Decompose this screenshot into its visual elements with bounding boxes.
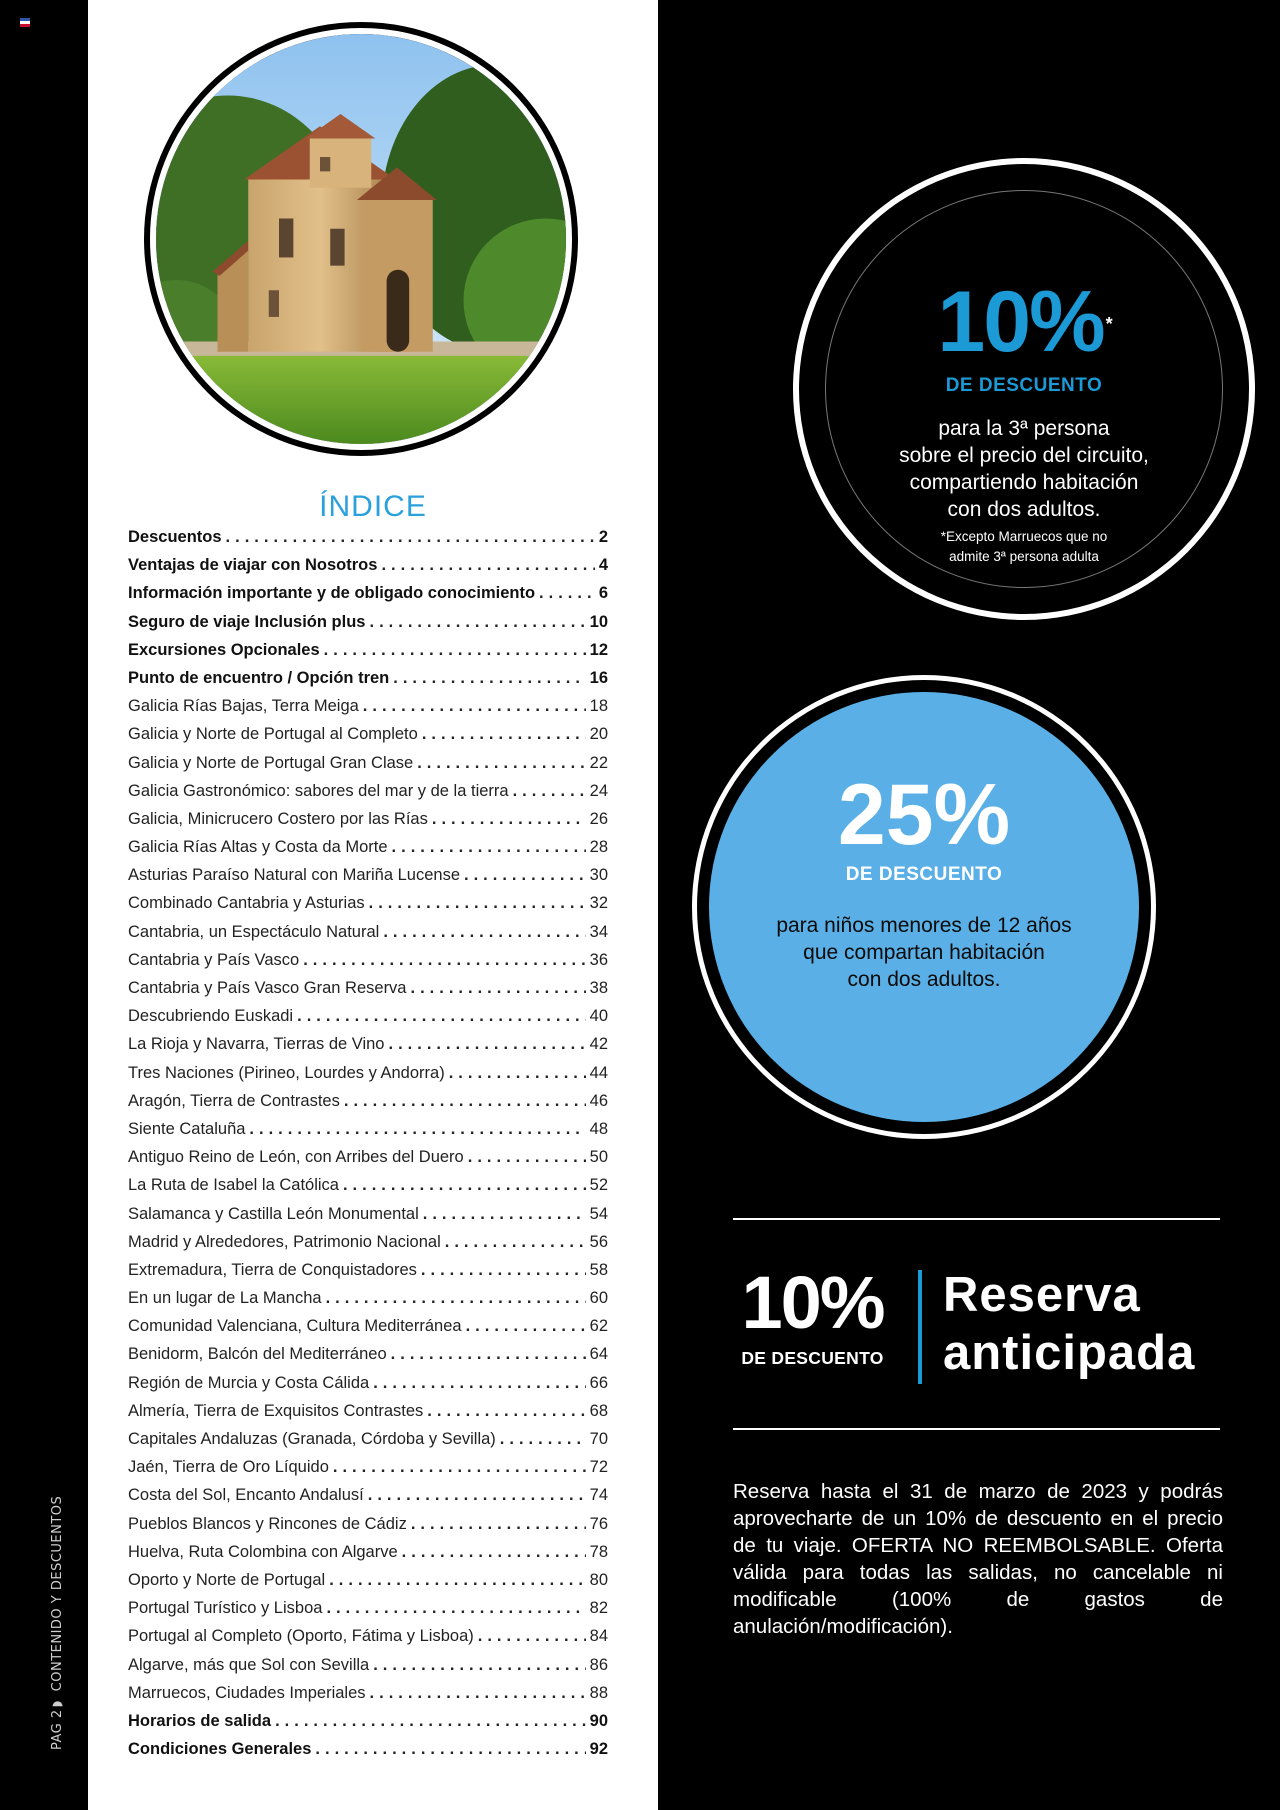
- page-label: PAG 2: [50, 1709, 65, 1750]
- toc-leader-dots: [326, 1284, 586, 1312]
- toc-entry-page: 40: [589, 1007, 608, 1026]
- toc-entry-page: 90: [589, 1711, 608, 1730]
- toc-entry-title: Extremadura, Tierra de Conquistadores: [128, 1260, 417, 1279]
- toc-entry-page: 68: [589, 1401, 608, 1420]
- toc-entry-title: Huelva, Ruta Colombina con Algarve: [128, 1542, 398, 1561]
- toc-entry-page: 22: [589, 753, 608, 772]
- discounts-panel: [658, 0, 1280, 1810]
- discount-percent: 25%: [837, 767, 1011, 863]
- toc-entry-title: Algarve, más que Sol con Sevilla: [128, 1655, 370, 1674]
- toc-leader-dots: [464, 861, 586, 889]
- toc-leader-dots: [513, 777, 586, 805]
- toc-entry-title: Almería, Tierra de Exquisitos Contrastes: [128, 1401, 424, 1420]
- toc-entry-title: Descuentos: [128, 528, 222, 546]
- toc-entry-page: 64: [589, 1345, 608, 1364]
- toc-entry-page: 86: [589, 1655, 608, 1674]
- toc-entry-page: 24: [589, 781, 608, 800]
- flag-icon: [20, 18, 30, 27]
- toc-leader-dots: [329, 1566, 585, 1594]
- toc-entry: [128, 523, 608, 551]
- toc-leader-dots: [383, 918, 585, 946]
- toc-leader-dots: [423, 1200, 586, 1228]
- toc-leader-dots: [539, 579, 595, 607]
- toc-entry-page: 74: [589, 1486, 608, 1505]
- discount-label: DE DESCUENTO: [741, 1348, 884, 1368]
- toc-entry-title: Capitales Andaluzas (Granada, Córdoba y Sevilla): [128, 1430, 496, 1448]
- toc-entry-page: 38: [589, 979, 608, 997]
- vertical-divider: [918, 1270, 922, 1384]
- toc-leader-dots: [478, 1622, 586, 1650]
- toc-entry-title: Tres Naciones (Pirineo, Lourdes y Andorra): [128, 1063, 445, 1082]
- toc-entry-page: 48: [589, 1119, 608, 1138]
- toc-entry-page: 58: [589, 1260, 608, 1279]
- toc-entry: [128, 636, 608, 664]
- toc-leader-dots: [373, 1369, 585, 1397]
- discount-description: para la 3ª persona sobre el precio del circuito, compartiendo habitación con dos adultos.: [899, 417, 1149, 521]
- toc-leader-dots: [326, 1594, 585, 1622]
- toc-leader-dots: [421, 1256, 586, 1284]
- toc-entry-title: Galicia y Norte de Portugal al Completo: [128, 725, 418, 744]
- toc-entry-page: 36: [589, 950, 608, 969]
- index-title: ÍNDICE: [319, 490, 427, 523]
- toc-entry: [128, 777, 608, 805]
- toc-entry: [128, 551, 608, 579]
- toc-leader-dots: [324, 636, 586, 664]
- toc-entry-title: Comunidad Valenciana, Cultura Mediterránea: [128, 1317, 462, 1336]
- toc-entry: [128, 1566, 608, 1594]
- toc-entry-title: Siente Cataluña: [128, 1119, 246, 1138]
- toc-entry: [128, 1256, 608, 1284]
- section-label: CONTENIDO Y DESCUENTOS: [50, 1495, 65, 1692]
- toc-entry: [128, 1594, 608, 1622]
- toc-entry: [128, 1453, 608, 1481]
- toc-leader-dots: [343, 1171, 586, 1199]
- toc-entry: [128, 1651, 608, 1679]
- toc-leader-dots: [411, 974, 586, 1002]
- toc-entry: [128, 1087, 608, 1115]
- toc-entry-page: 70: [589, 1430, 608, 1448]
- chevron-right-icon: ◗: [50, 1699, 65, 1708]
- toc-leader-dots: [315, 1735, 585, 1763]
- toc-entry: [128, 720, 608, 748]
- toc-leader-dots: [432, 805, 586, 833]
- toc-entry-page: 66: [589, 1373, 608, 1392]
- toc-entry: [128, 974, 608, 1002]
- toc-entry-page: 46: [589, 1091, 608, 1110]
- divider: [733, 1218, 1220, 1220]
- toc-entry: [128, 1735, 608, 1763]
- toc-leader-dots: [275, 1707, 586, 1735]
- toc-leader-dots: [393, 664, 585, 692]
- toc-entry: [128, 1228, 608, 1256]
- toc-entry: [128, 1340, 608, 1368]
- toc-entry-page: 30: [589, 866, 608, 885]
- toc-leader-dots: [402, 1538, 586, 1566]
- third-person-discount-badge: [793, 158, 1255, 620]
- toc-entry-page: 54: [589, 1204, 608, 1223]
- toc-entry-title: Salamanca y Castilla León Monumental: [128, 1204, 419, 1223]
- discount-footnote: *Excepto Marruecos que no admite 3ª persona adulta: [940, 529, 1108, 564]
- toc-leader-dots: [417, 749, 585, 777]
- toc-entry: [128, 692, 608, 720]
- toc-entry: [128, 1284, 608, 1312]
- toc-entry-title: Galicia Rías Altas y Costa da Morte: [128, 838, 388, 857]
- toc-leader-dots: [370, 1679, 586, 1707]
- table-of-contents: [128, 523, 608, 1763]
- toc-entry-title: Marruecos, Ciudades Imperiales: [128, 1683, 366, 1702]
- toc-entry-page: 2: [598, 528, 608, 546]
- toc-entry-page: 60: [589, 1289, 608, 1308]
- side-label: [50, 1496, 65, 1750]
- toc-entry-title: Punto de encuentro / Opción tren: [128, 668, 390, 687]
- toc-entry: [128, 1622, 608, 1650]
- toc-entry-title: Madrid y Alrededores, Patrimonio Nacional: [128, 1232, 441, 1251]
- toc-leader-dots: [391, 1340, 586, 1368]
- toc-entry: [128, 1200, 608, 1228]
- toc-entry-page: 18: [589, 697, 608, 716]
- toc-entry: [128, 1425, 608, 1453]
- toc-leader-dots: [466, 1312, 586, 1340]
- toc-entry-page: 34: [589, 922, 608, 941]
- toc-leader-dots: [381, 551, 594, 579]
- toc-entry-page: 80: [589, 1570, 608, 1589]
- toc-entry-page: 32: [589, 894, 608, 913]
- toc-entry: [128, 833, 608, 861]
- toc-entry: [128, 918, 608, 946]
- toc-entry-page: 4: [598, 556, 608, 575]
- toc-entry-title: Ventajas de viajar con Nosotros: [128, 556, 378, 575]
- early-booking-description: Reserva hasta el 31 de marzo de 2023 y podrás aprovecharte de un 10% de descuento en el precio de tu viaje. OFERTA NO REEMBOLSABLE. Oferta válida para todas las salidas, no cancelable ni modificable (100% de gastos de anulación/modificación).: [733, 1480, 1223, 1638]
- toc-leader-dots: [369, 889, 586, 917]
- toc-leader-dots: [445, 1228, 586, 1256]
- toc-entry-title: Horarios de salida: [128, 1711, 272, 1730]
- toc-leader-dots: [369, 608, 585, 636]
- toc-entry-title: Condiciones Generales: [128, 1740, 312, 1759]
- toc-entry-title: Antiguo Reino de León, con Arribes del Duero: [128, 1148, 464, 1167]
- toc-entry-page: 16: [589, 668, 608, 687]
- toc-leader-dots: [373, 1651, 585, 1679]
- toc-entry-title: La Rioja y Navarra, Tierras de Vino: [128, 1035, 385, 1054]
- toc-entry-page: 44: [589, 1063, 608, 1082]
- toc-entry: [128, 1510, 608, 1538]
- toc-entry-title: Combinado Cantabria y Asturias: [128, 894, 365, 913]
- toc-entry: [128, 946, 608, 974]
- discount-percent: 10%: [741, 1261, 884, 1344]
- toc-leader-dots: [249, 1115, 585, 1143]
- toc-leader-dots: [411, 1510, 586, 1538]
- toc-entry-title: Cantabria y País Vasco: [128, 950, 300, 969]
- toc-entry-title: Galicia y Norte de Portugal Gran Clase: [128, 753, 414, 772]
- toc-entry: [128, 1538, 608, 1566]
- toc-entry-title: Pueblos Blancos y Rincones de Cádiz: [128, 1514, 407, 1533]
- toc-entry-title: Costa del Sol, Encanto Andalusí: [128, 1486, 364, 1505]
- toc-entry-title: Información importante y de obligado conocimiento: [128, 584, 536, 603]
- toc-entry-title: La Ruta de Isabel la Católica: [128, 1176, 339, 1195]
- toc-leader-dots: [363, 692, 586, 720]
- toc-entry-title: Región de Murcia y Costa Cálida: [128, 1373, 370, 1392]
- toc-entry-title: Galicia, Minicrucero Costero por las Rías: [128, 809, 428, 828]
- toc-entry: [128, 1002, 608, 1030]
- toc-leader-dots: [303, 946, 585, 974]
- toc-leader-dots: [226, 523, 595, 551]
- toc-entry-page: 88: [589, 1683, 608, 1702]
- toc-entry-title: Seguro de viaje Inclusión plus: [128, 612, 366, 631]
- toc-entry: [128, 889, 608, 917]
- toc-entry-page: 78: [589, 1542, 608, 1561]
- toc-leader-dots: [500, 1425, 586, 1453]
- toc-entry: [128, 1369, 608, 1397]
- toc-leader-dots: [368, 1481, 586, 1509]
- toc-entry: [128, 1171, 608, 1199]
- toc-entry-page: 20: [589, 725, 608, 744]
- toc-entry: [128, 664, 608, 692]
- toc-entry-page: 52: [589, 1176, 608, 1195]
- toc-entry-page: 6: [598, 584, 608, 603]
- toc-entry: [128, 608, 608, 636]
- toc-entry-title: Aragón, Tierra de Contrastes: [128, 1091, 340, 1110]
- toc-entry-title: Cantabria y País Vasco Gran Reserva: [128, 979, 407, 997]
- toc-entry-title: Jaén, Tierra de Oro Líquido: [128, 1458, 329, 1477]
- toc-leader-dots: [427, 1397, 585, 1425]
- toc-leader-dots: [297, 1002, 586, 1030]
- toc-entry: [128, 1312, 608, 1340]
- children-discount-badge: [692, 675, 1156, 1139]
- toc-leader-dots: [422, 720, 586, 748]
- toc-entry-page: 76: [589, 1514, 608, 1533]
- toc-entry-page: 10: [589, 612, 608, 631]
- discount-description: para niños menores de 12 años que compartan habitación con dos adultos.: [776, 914, 1072, 991]
- toc-entry: [128, 1059, 608, 1087]
- toc-entry-page: 50: [589, 1148, 608, 1167]
- toc-entry: [128, 1679, 608, 1707]
- discount-label: DE DESCUENTO: [845, 864, 1003, 885]
- toc-leader-dots: [333, 1453, 586, 1481]
- toc-entry: [128, 1030, 608, 1058]
- early-booking-banner: [725, 1261, 1245, 1386]
- toc-leader-dots: [344, 1087, 586, 1115]
- early-booking-title: Reserva anticipada: [943, 1268, 1196, 1380]
- toc-leader-dots: [392, 833, 586, 861]
- toc-entry-title: Galicia Rías Bajas, Terra Meiga: [128, 697, 359, 716]
- toc-leader-dots: [449, 1059, 586, 1087]
- discount-label: DE DESCUENTO: [945, 375, 1103, 396]
- toc-entry-page: 12: [589, 640, 608, 659]
- divider: [733, 1428, 1220, 1430]
- toc-entry-title: Oporto y Norte de Portugal: [128, 1570, 326, 1589]
- toc-leader-dots: [468, 1143, 586, 1171]
- toc-entry: [128, 1707, 608, 1735]
- toc-entry-title: Portugal Turístico y Lisboa: [128, 1599, 323, 1618]
- toc-entry-title: Descubriendo Euskadi: [128, 1007, 294, 1026]
- toc-entry-page: 26: [589, 809, 608, 828]
- toc-entry: [128, 861, 608, 889]
- discount-percent: 10% *: [937, 274, 1111, 370]
- toc-entry-page: 42: [589, 1035, 608, 1054]
- toc-entry-title: Excursiones Opcionales: [128, 640, 320, 659]
- toc-entry-page: 84: [589, 1627, 608, 1646]
- index-panel: [88, 0, 658, 1810]
- toc-entry-page: 56: [589, 1232, 608, 1251]
- toc-entry-title: Cantabria, un Espectáculo Natural: [128, 922, 380, 941]
- toc-entry-title: En un lugar de La Mancha: [128, 1289, 322, 1308]
- toc-entry: [128, 1115, 608, 1143]
- left-strip: [0, 0, 88, 1810]
- toc-entry: [128, 579, 608, 607]
- toc-entry: [128, 1481, 608, 1509]
- church-photo: [144, 22, 578, 456]
- toc-entry: [128, 749, 608, 777]
- toc-entry: [128, 1143, 608, 1171]
- toc-entry-page: 82: [589, 1599, 608, 1618]
- toc-entry-title: Galicia Gastronómico: sabores del mar y de la tierra: [128, 781, 509, 800]
- toc-entry-title: Benidorm, Balcón del Mediterráneo: [128, 1345, 387, 1364]
- toc-entry-page: 92: [589, 1740, 608, 1759]
- toc-entry: [128, 1397, 608, 1425]
- toc-leader-dots: [388, 1030, 585, 1058]
- toc-entry-title: Portugal al Completo (Oporto, Fátima y Lisboa): [128, 1627, 474, 1646]
- toc-entry-page: 28: [589, 838, 608, 857]
- toc-entry-page: 62: [589, 1317, 608, 1336]
- toc-entry-title: Asturias Paraíso Natural con Mariña Lucense: [128, 866, 460, 885]
- toc-entry-page: 72: [589, 1458, 608, 1477]
- toc-entry: [128, 805, 608, 833]
